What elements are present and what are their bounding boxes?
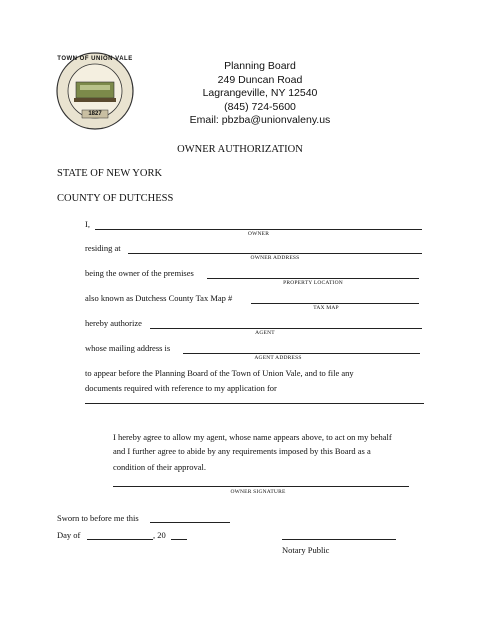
premises-label: being the owner of the premises: [85, 268, 194, 278]
seal-top-text: TOWN OF UNION VALE: [57, 56, 133, 62]
sworn-date-field[interactable]: [150, 522, 230, 523]
notary-signature-field[interactable]: [282, 539, 396, 540]
owner-address-field[interactable]: [128, 253, 422, 254]
year-field[interactable]: [171, 539, 187, 540]
agree-text-1: I hereby agree to allow my agent, whose name appears above, to act on my behalf: [113, 432, 392, 442]
state-heading: STATE OF NEW YORK: [57, 168, 163, 179]
property-location-field[interactable]: [207, 278, 419, 279]
seal-year: 1827: [88, 111, 102, 117]
owner-address-label: residing at: [85, 243, 121, 253]
property-location-caption: PROPERTY LOCATION: [283, 280, 343, 286]
agent-address-label: whose mailing address is: [85, 343, 171, 353]
org-name: Planning Board: [224, 60, 296, 72]
org-email: Email: pbzba@unionvaleny.us: [189, 114, 331, 126]
agree-text-2: and I further agree to abide by any requirements imposed by this Board as a: [113, 446, 371, 456]
appear-text-1: to appear before the Planning Board of the Town of Union Vale, and to file any: [85, 368, 354, 378]
notary-label: Notary Public: [282, 545, 330, 555]
agent-address-field[interactable]: [183, 353, 420, 354]
owner-signature-field[interactable]: [113, 486, 409, 487]
year-prefix: , 20: [153, 530, 166, 540]
day-field[interactable]: [87, 539, 153, 540]
agent-address-caption: AGENT ADDRESS: [254, 355, 302, 361]
org-city: Lagrangeville, NY 12540: [202, 87, 318, 99]
owner-field[interactable]: [95, 229, 422, 230]
owner-signature-caption: OWNER SIGNATURE: [230, 489, 286, 495]
sworn-label: Sworn to before me this: [57, 513, 139, 523]
tax-map-label: also known as Dutchess County Tax Map #: [85, 293, 233, 303]
appear-text-2: documents required with reference to my application for: [85, 383, 277, 393]
owner-address-caption: OWNER ADDRESS: [250, 255, 300, 261]
tax-map-caption: TAX MAP: [313, 305, 339, 311]
form-title: OWNER AUTHORIZATION: [177, 144, 303, 155]
tax-map-field[interactable]: [251, 303, 419, 304]
agent-field[interactable]: [150, 328, 422, 329]
letterhead: [0, 60, 480, 128]
owner-caption: OWNER: [247, 231, 270, 237]
county-heading: COUNTY OF DUTCHESS: [57, 193, 174, 204]
application-field[interactable]: [85, 403, 424, 404]
owner-label: I,: [85, 219, 90, 229]
agent-label: hereby authorize: [85, 318, 142, 328]
org-address: 249 Duncan Road: [217, 73, 303, 86]
org-phone: (845) 724-5600: [224, 100, 296, 113]
day-of-label: Day of: [57, 530, 81, 540]
agree-text-3: condition of their approval.: [113, 462, 207, 472]
agent-caption: AGENT: [255, 330, 275, 336]
